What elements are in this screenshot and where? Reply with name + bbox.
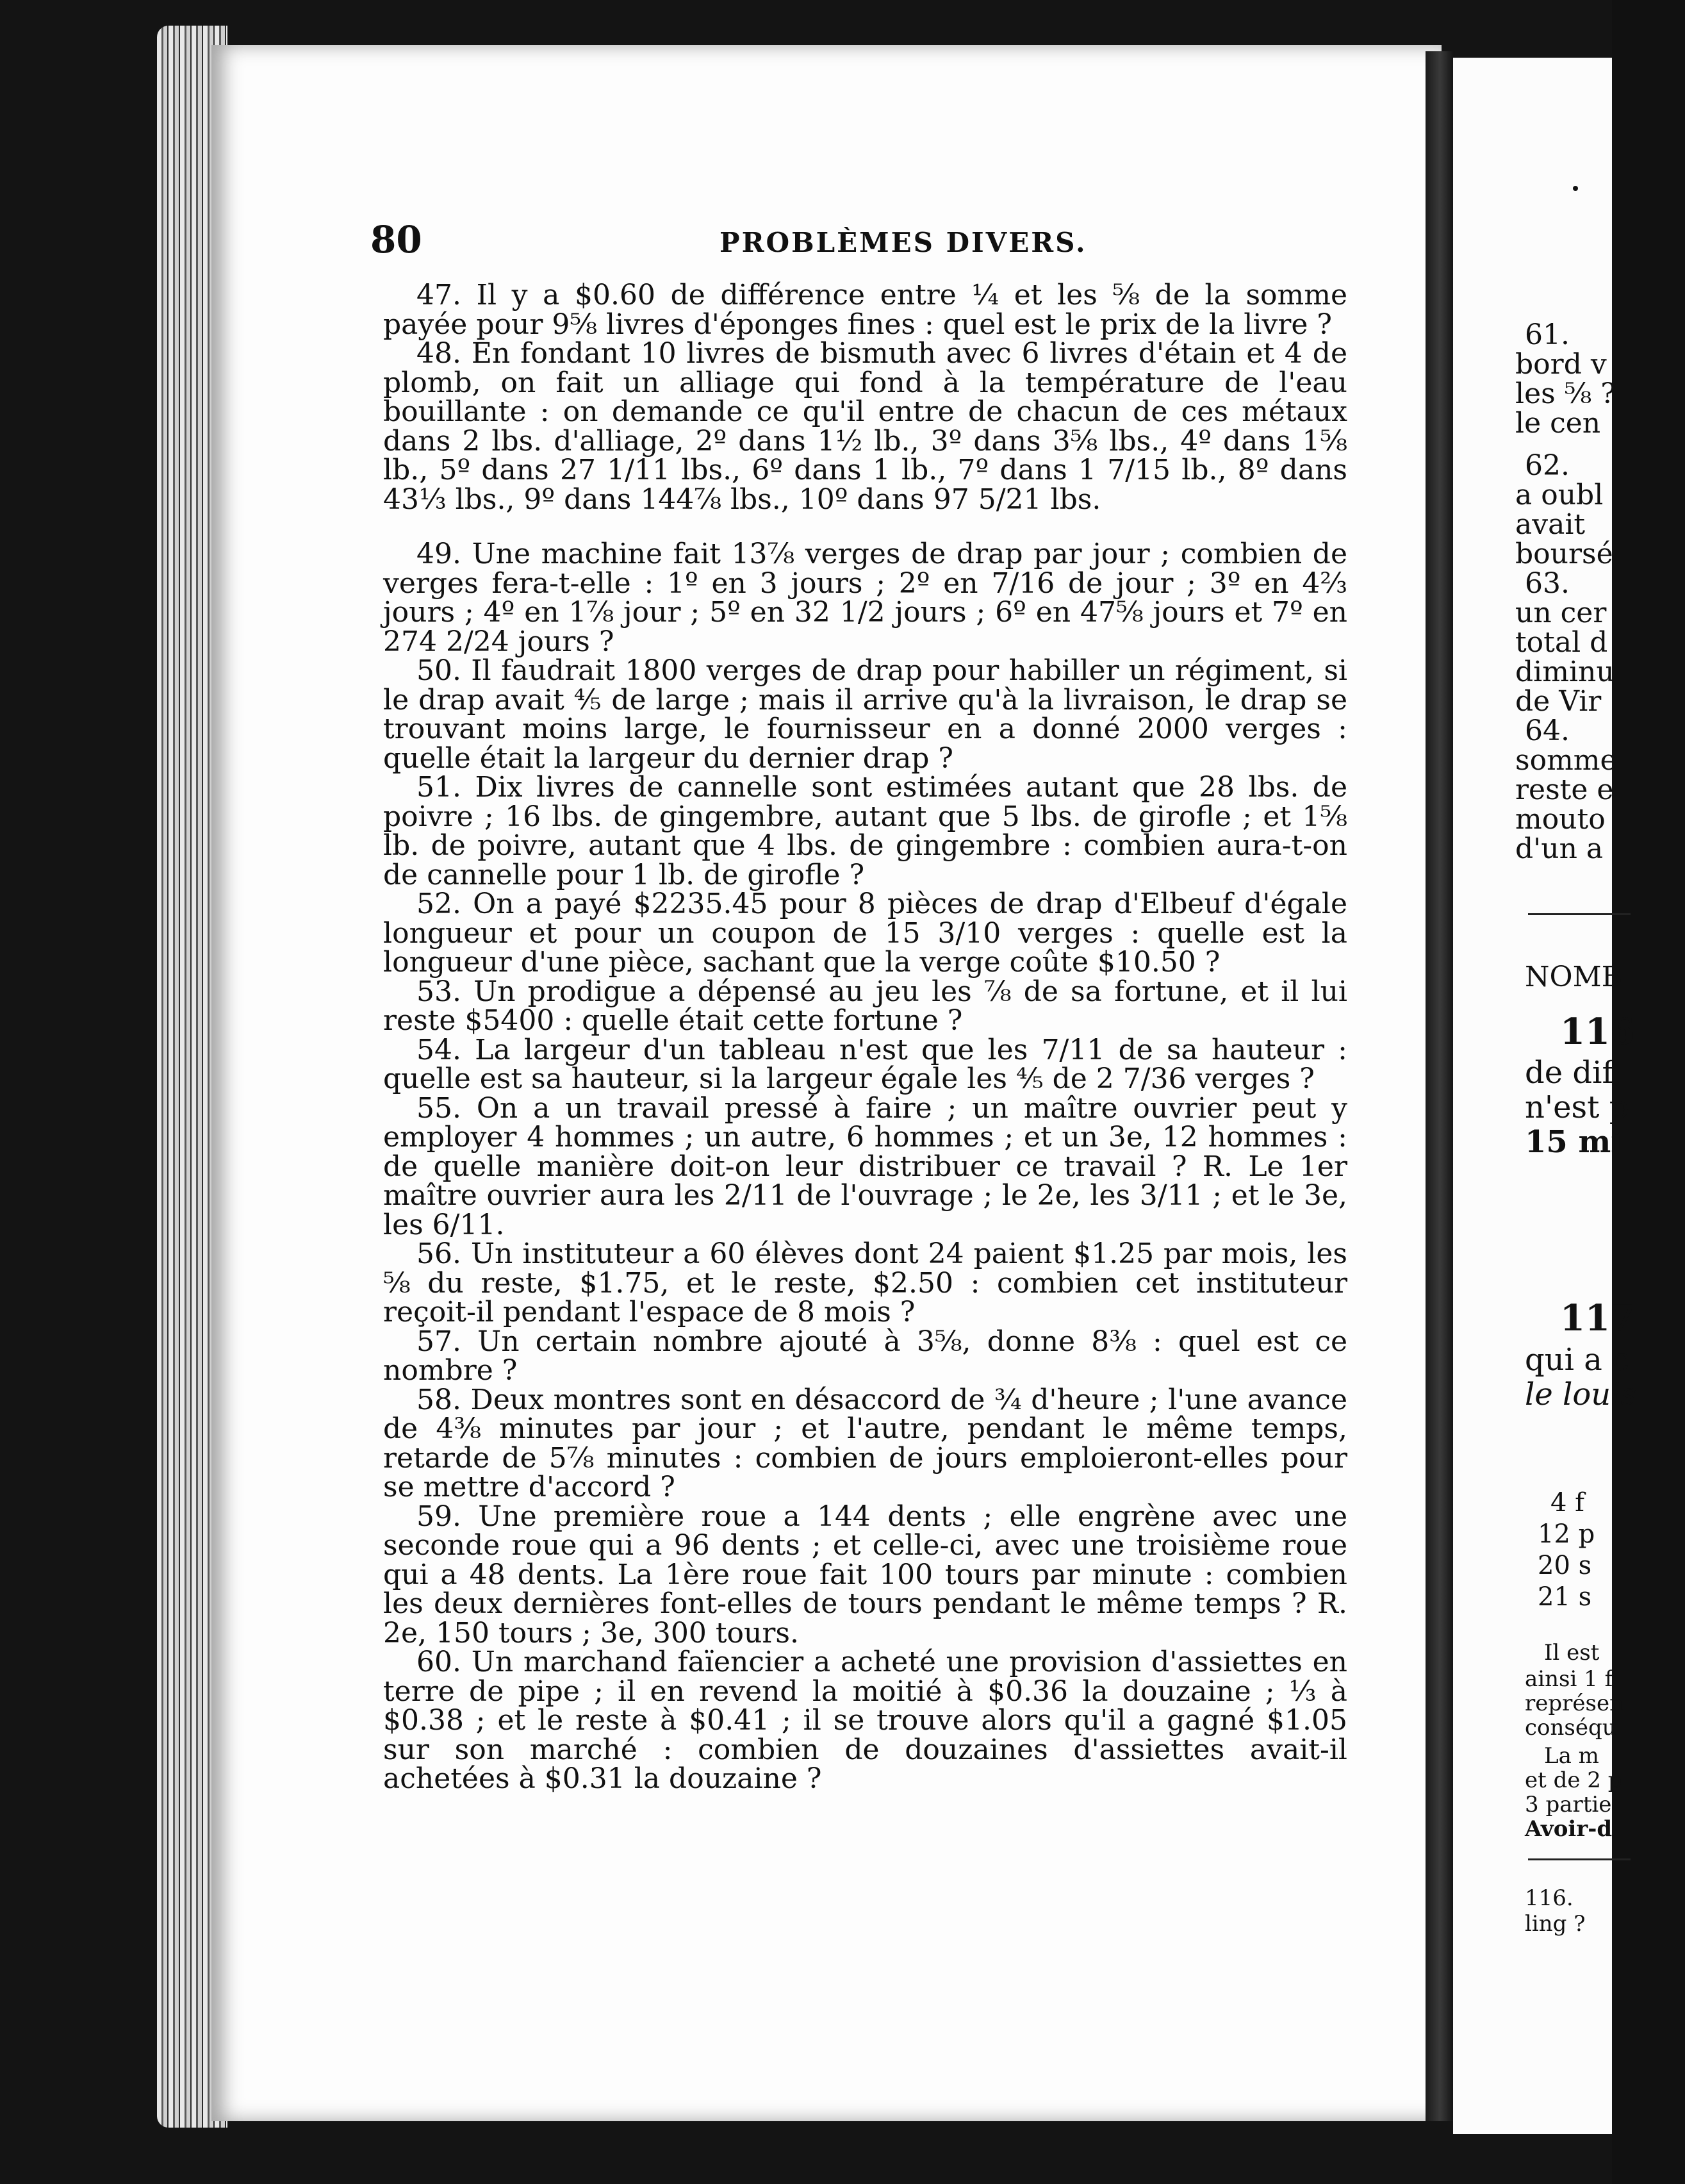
running-title: PROBLÈMES DIVERS. <box>719 227 1087 258</box>
problem-47: 47. Il y a $0.60 de différence entre ¼ et les ⅝ de la somme payée pour 9⅝ livres d'éponges fines : quel est le prix de la livre ? <box>383 279 1347 341</box>
page-number: 80 <box>370 218 422 261</box>
facing-line: ainsi 1 f <box>1525 1666 1613 1692</box>
problem-57: 57. Un certain nombre ajouté à 3⅝, donne 8⅜ : quel est ce nombre ? <box>383 1325 1347 1387</box>
problem-list <box>383 281 1347 1794</box>
facing-line: et de 2 p <box>1525 1767 1622 1793</box>
facing-line: a oubl <box>1515 479 1604 511</box>
facing-line: conséqu <box>1525 1715 1616 1741</box>
facing-line: Il est <box>1544 1640 1600 1666</box>
problem-54: 54. La largeur d'un tableau n'est que les 7/11 de sa hauteur : quelle est sa hauteur, si la largeur égale les ⅘ de 2 7/36 verges ? <box>383 1033 1347 1095</box>
facing-line: diminu <box>1515 656 1615 688</box>
problem-48: 48. En fondant 10 livres de bismuth avec 6 livres d'étain et 4 de plomb, on fait un alliage qui fond à la température de l'eau bouillante : on demande ce qu'il entre de chacun de ces métaux dans 2 lbs. d'alliage, 2º dans 1½ lb., 3º dans 3⅝ lbs., 4º dans 1⅝ lb., 5º dans 27 1/11 lbs., 6º dans 1 lb., 7º dans 1 7/15 lb., 8º dans 43⅓ lbs., 9º dans 144⅞ lbs., 10º dans 97 5/21 lbs. <box>383 337 1347 516</box>
facing-line: d'un a <box>1515 832 1604 865</box>
problem-50: 50. Il faudrait 1800 verges de drap pour habiller un régiment, si le drap avait ⅘ de large ; mais il arrive qu'à la livraison, le drap se trouvant moins large, le fournisseur en a donné 2000 verges : quelle était la largeur du dernier drap ? <box>383 654 1347 775</box>
facing-line: 3 partie <box>1525 1792 1612 1817</box>
facing-line: avait <box>1515 508 1586 541</box>
page-header <box>370 218 1344 269</box>
facing-line: les ⅝ ? <box>1515 377 1616 410</box>
facing-line: 21 s <box>1538 1582 1592 1612</box>
facing-line: le louis <box>1525 1377 1637 1412</box>
problem-53: 53. Un prodigue a dépensé au jeu les ⅞ de sa fortune, et il lui reste $5400 : quelle était cette fortune ? <box>383 975 1347 1037</box>
facing-line: le cen <box>1515 407 1601 440</box>
facing-line: 62. <box>1525 449 1570 482</box>
facing-line: de dif <box>1525 1055 1614 1091</box>
facing-line: 15 mi <box>1525 1124 1623 1160</box>
ink-dot <box>1573 186 1578 191</box>
facing-line: 20 s <box>1538 1551 1592 1580</box>
facing-line: de Vir <box>1515 685 1602 718</box>
facing-line: mouto <box>1515 803 1606 836</box>
facing-line: Avoir-d <box>1525 1816 1613 1842</box>
problem-55: 55. On a un travail pressé à faire ; un maître ouvrier peut y employer 4 hommes ; un autre, 6 hommes ; et un 3e, 12 hommes : de quelle manière doit-on leur distribuer ce travail ? R. Le 1er maître ouvrier aura les 2/11 de l'ouvrage ; le 2e, les 3/11 ; et le 3e, les 6/11. <box>383 1091 1347 1241</box>
facing-line: 61. <box>1525 318 1570 351</box>
problem-56: 56. Un instituteur a 60 élèves dont 24 paient $1.25 par mois, les ⅝ du reste, $1.75, et le reste, $2.50 : combien cet instituteur reçoit-il pendant l'espace de 8 mois ? <box>383 1237 1347 1328</box>
facing-line: 64. <box>1525 715 1570 747</box>
facing-line: 117 <box>1560 1297 1635 1339</box>
footnote-rule <box>1528 1858 1631 1860</box>
facing-line: qui a c <box>1525 1342 1630 1378</box>
facing-heading: NOMB <box>1525 961 1622 993</box>
book-gutter <box>1426 51 1454 2121</box>
problem-58: 58. Deux montres sont en désaccord de ¾ d'heure ; l'une avance de 4⅜ minutes par jour ; et l'autre, pendant le même temps, retarde de 5⅞ minutes : combien de jours emploieront-elles pour se mettre d'accord ? <box>383 1383 1347 1503</box>
problem-51: 51. Dix livres de cannelle sont estimées autant que 28 lbs. de poivre ; 16 lbs. de gingembre, autant que 5 lbs. de girofle ; et 1⅝ lb. de poivre, autant que 4 lbs. de gingembre : combien aura-t-on de cannelle pour 1 lb. de girofle ? <box>383 771 1347 891</box>
facing-line: un cer <box>1515 597 1607 629</box>
facing-line: somme <box>1515 744 1617 777</box>
facing-page-rule <box>1528 913 1631 915</box>
problem-60: 60. Un marchand faïencier a acheté une provision d'assiettes en terre de pipe ; il en revend la moitié à $0.36 la douzaine ; ⅓ à $0.38 ; et le reste à $0.41 ; il se trouve alors qu'il a gagné $1.05 sur son marché : combien de douzaines d'assiettes avait-il achetées à $0.31 la douzaine ? <box>383 1646 1347 1795</box>
facing-line: La m <box>1544 1743 1599 1769</box>
facing-line: total d <box>1515 626 1608 659</box>
facing-line: bord v <box>1515 348 1607 381</box>
facing-line: 63. <box>1525 567 1570 600</box>
problem-59: 59. Une première roue a 144 dents ; elle engrène avec une seconde roue qui a 96 dents ; et celle-ci, avec une troisième roue qui a 48 dents. La 1ère roue fait 100 tours par minute : combien les deux dernières font-elles de tours pendant le même temps ? R. 2e, 150 tours ; 3e, 300 tours. <box>383 1500 1347 1650</box>
facing-line: boursé <box>1515 538 1613 570</box>
facing-line: 12 p <box>1538 1519 1595 1549</box>
problem-52: 52. On a payé $2235.45 pour 8 pièces de drap d'Elbeuf d'égale longueur et pour un coupon de 15 3/10 verges : quelle est la longueur d'une pièce, sachant que la verge coûte $10.50 ? <box>383 888 1347 979</box>
facing-line: ling ? <box>1525 1911 1586 1937</box>
problem-49: 49. Une machine fait 13⅞ verges de drap par jour ; combien de verges fera-t-elle : 1º en 3 jours ; 2º en 7/16 de jour ; 3º en 4⅔ jours ; 4º en 1⅞ jour ; 5º en 32 1/2 jours ; 6º en 47⅝ jours et 7º en 274 2/24 jours ? <box>383 538 1347 658</box>
facing-line: représen <box>1525 1691 1623 1716</box>
facing-line: 4 f <box>1550 1488 1584 1518</box>
facing-line: 116 <box>1560 1011 1635 1053</box>
facing-line: 116. <box>1525 1885 1574 1911</box>
facing-line: n'est p <box>1525 1089 1629 1125</box>
facing-line: reste e <box>1515 774 1614 806</box>
